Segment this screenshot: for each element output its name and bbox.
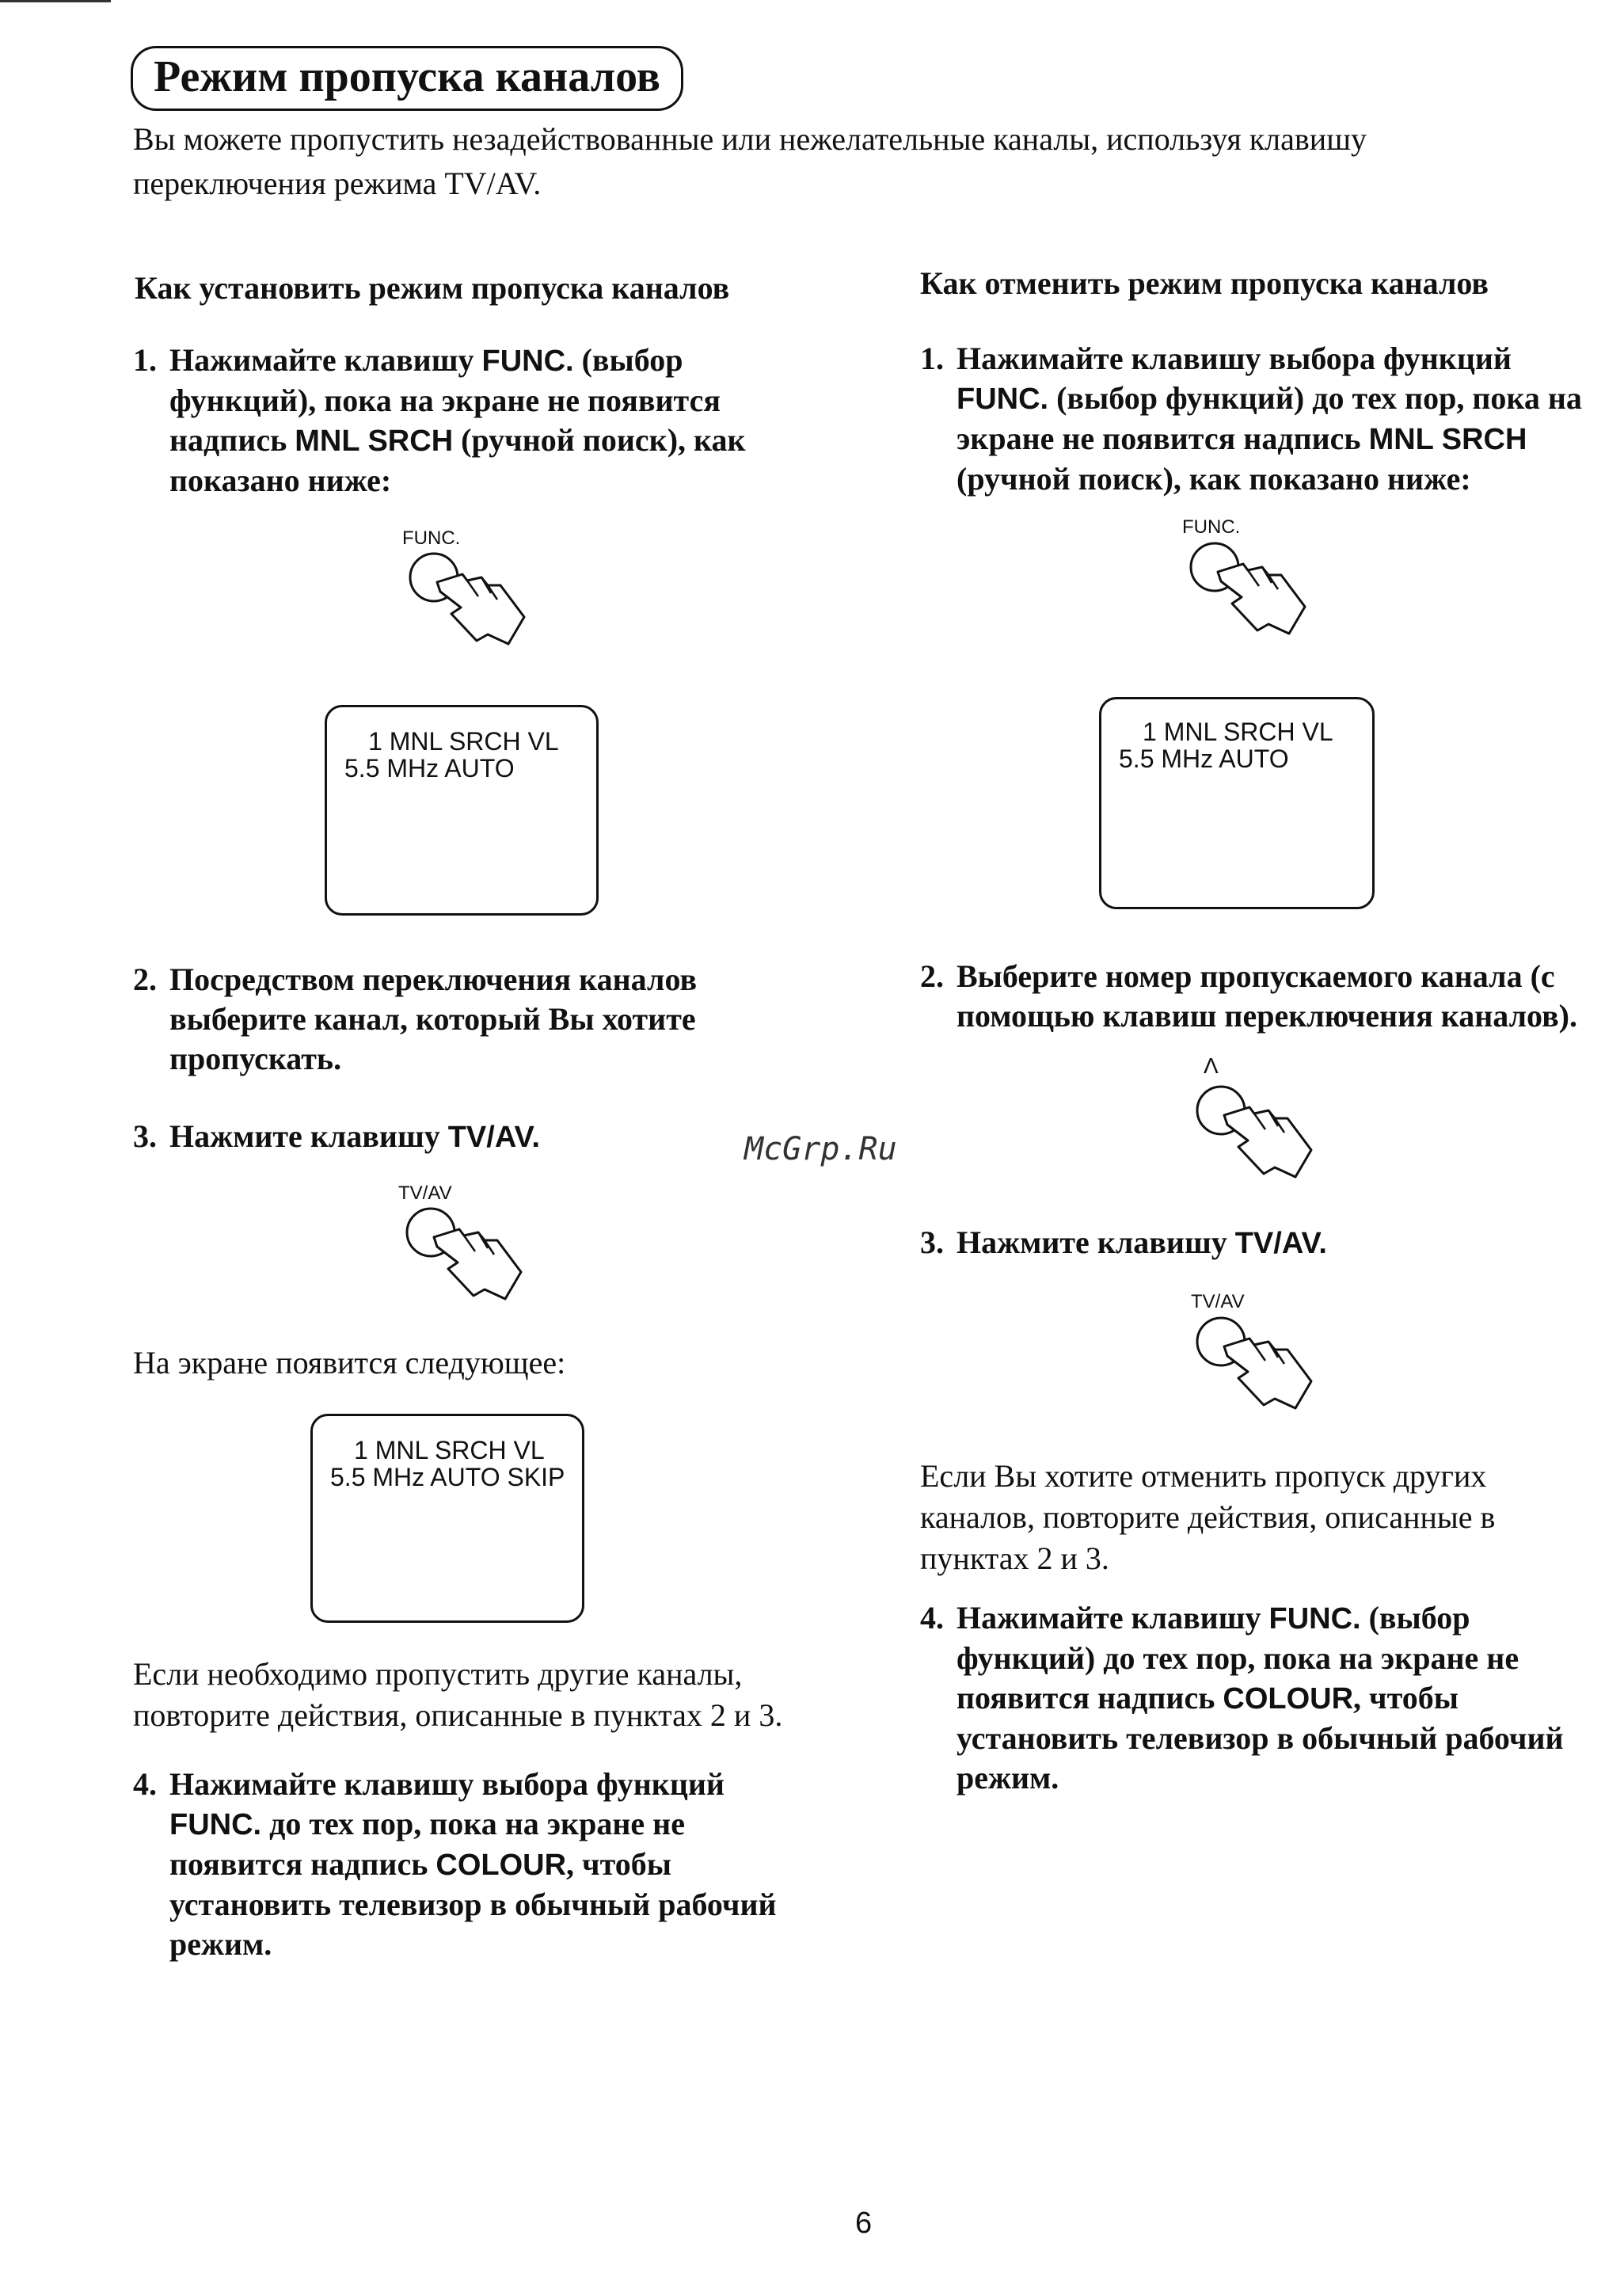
right-step-3: 3. Нажмите клавишу TV/AV. xyxy=(920,1224,1327,1260)
channel-up-label: Λ xyxy=(1204,1053,1219,1078)
intro-paragraph: Вы можете пропустить незадействованные или нежелательные каналы, используя клавишу переключения режима TV/AV. xyxy=(133,121,1367,201)
screen-line-1: 1 MNL SRCH VL xyxy=(368,727,559,756)
right-repeat-note: Если Вы хотите отменить пропуск других каналов, повторите действия, описанные в пунктах 2 и 3. xyxy=(920,1458,1496,1576)
left-screen-note: На экране появится следующее: xyxy=(133,1345,566,1380)
hand-press-icon xyxy=(1186,540,1313,643)
hand-press-icon xyxy=(402,1205,529,1308)
tv-screen-display xyxy=(1099,697,1375,909)
func-button-label: FUNC. xyxy=(1182,516,1241,538)
left-step-2: 2. Посредством переключения каналов выберите канал, который Вы хотите пропускать. xyxy=(133,962,698,1076)
right-step-2: 2. Выберите номер пропускаемого канала (с помощью клавиш переключения каналов). xyxy=(920,958,1577,1034)
watermark: McGrp.Ru xyxy=(744,1131,897,1167)
left-repeat-note: Если необходимо пропустить другие каналы, повторите действия, описанные в пунктах 2 и 3. xyxy=(133,1656,783,1733)
screen-line-2: 5.5 MHz AUTO xyxy=(1119,744,1289,773)
left-step-1: 1. Нажимайте клавишу FUNC. (выбор функций), пока на экране не появится надпись MNL SRCH (ручной поиск), как показано ниже: xyxy=(133,342,746,498)
screen-line-2: 5.5 MHz AUTO xyxy=(344,754,515,783)
func-button-label: FUNC. xyxy=(402,527,461,549)
tv-screen-display-skip xyxy=(310,1414,584,1623)
right-step-1: 1. Нажимайте клавишу выбора функций FUNC. (выбор функций) до тех пор, пока на экране не появится надпись MNL SRCH (ручной поиск), как показано ниже: xyxy=(920,341,1582,497)
left-step-3: 3. Нажмите клавишу TV/AV. xyxy=(133,1118,540,1154)
tvav-button-label: TV/AV xyxy=(398,1182,452,1204)
screen-line-2: 5.5 MHz AUTO SKIP xyxy=(330,1463,565,1491)
hand-press-icon xyxy=(1192,1083,1319,1186)
tv-screen-display xyxy=(325,705,599,916)
left-heading: Как установить режим пропуска каналов xyxy=(135,270,730,306)
hand-press-icon xyxy=(1192,1315,1319,1418)
right-heading: Как отменить режим пропуска каналов xyxy=(920,265,1489,301)
screen-line-1: 1 MNL SRCH VL xyxy=(354,1436,545,1464)
left-step-4: 4. Нажимайте клавишу выбора функций FUNC. до тех пор, пока на экране не появится надпись COLOUR, чтобы установить телевизор в обычный рабочий режим. xyxy=(133,1766,777,1962)
hand-press-icon xyxy=(405,550,532,653)
top-rule xyxy=(0,0,111,2)
page-number: 6 xyxy=(855,2207,873,2240)
right-step-4: 4. Нажимайте клавишу FUNC. (выбор функций) до тех пор, пока на экране не появится надпись COLOUR, чтобы установить телевизор в обычный рабочий режим. xyxy=(920,1600,1564,1795)
screen-line-1: 1 MNL SRCH VL xyxy=(1143,718,1333,746)
tvav-button-label: TV/AV xyxy=(1191,1291,1245,1312)
step-number: 1. xyxy=(133,342,157,378)
page-title: Режим пропуска каналов xyxy=(131,46,683,111)
